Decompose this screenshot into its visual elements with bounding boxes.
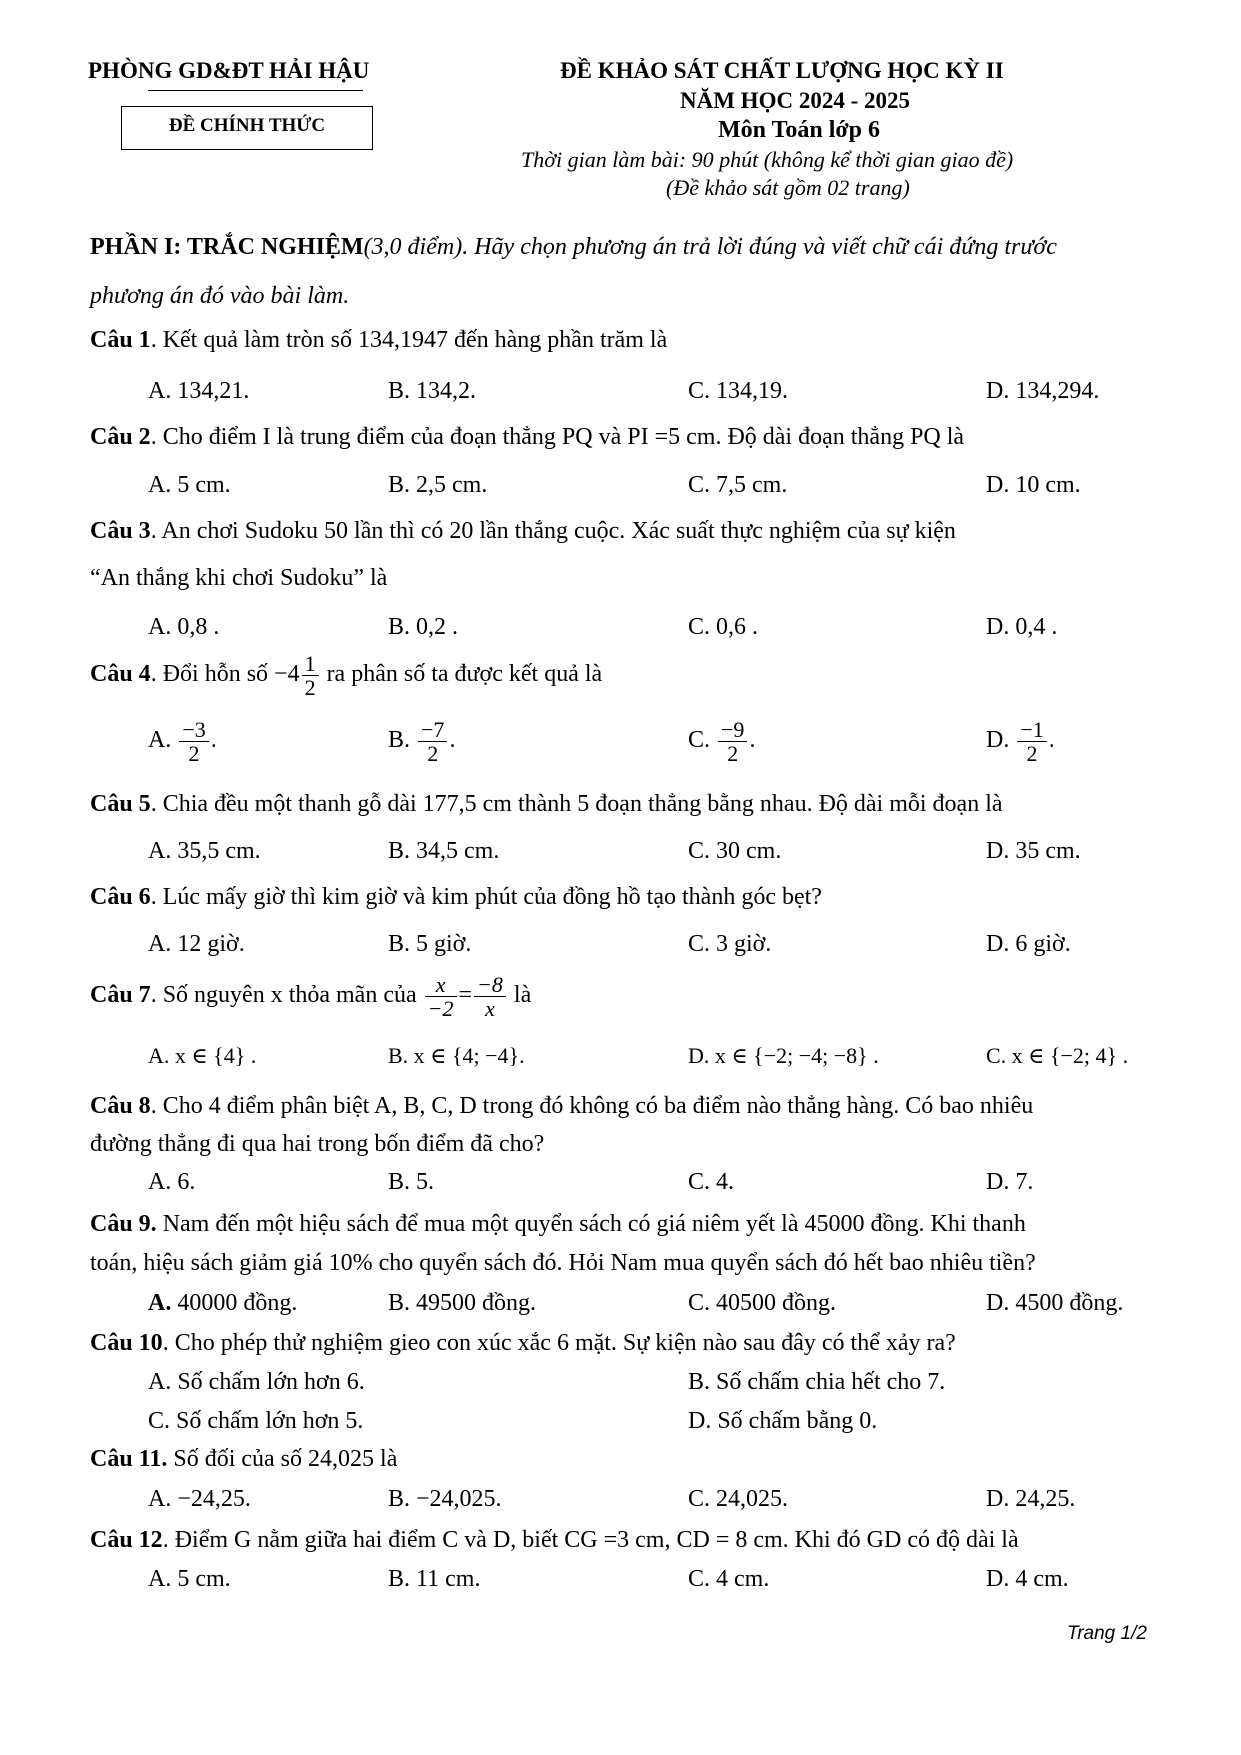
question-text: . Lúc mấy giờ thì kim giờ và kim phút của đồng hồ tạo thành góc bẹt? <box>150 884 822 910</box>
q1-option-c: C. 134,19. <box>688 378 789 404</box>
q10-option-a: A. Số chấm lớn hơn 6. <box>148 1369 365 1395</box>
q3-option-d: D. 0,4 . <box>986 614 1058 640</box>
question-label: Câu 4 <box>90 661 151 688</box>
q2-option-d: D. 10 cm. <box>986 472 1081 498</box>
option-fraction <box>718 718 747 765</box>
q8-option-b: B. 5. <box>388 1169 435 1195</box>
question-7 <box>90 973 531 1020</box>
question-text: . Điểm G nằm giữa hai điểm C và D, biết CG =3 cm, CD = 8 cm. Khi đó GD có độ dài là <box>162 1527 1019 1553</box>
fraction-numerator: −8 <box>474 973 506 997</box>
fraction-denominator: 2 <box>427 741 439 767</box>
question-label: Câu 2 <box>90 424 151 450</box>
q8-option-d: D. 7. <box>986 1169 1034 1195</box>
q1-option-a: A. 134,21. <box>148 378 250 404</box>
header-underline <box>148 90 363 91</box>
question-text-end: ra phân số ta được kết quả là <box>320 661 603 688</box>
q3-option-c: C. 0,6 . <box>688 614 759 640</box>
fraction-numerator: 1 <box>302 652 319 676</box>
q3-option-b: B. 0,2 . <box>388 614 459 640</box>
fraction-numerator: −1 <box>1017 718 1046 742</box>
mixed-fraction <box>302 652 319 699</box>
q7-option-d: C. x ∈ {−2; 4} . <box>986 1043 1129 1068</box>
q10-option-c: C. Số chấm lớn hơn 5. <box>148 1408 364 1434</box>
school-year: NĂM HỌC 2024 - 2025 <box>680 88 910 113</box>
q11-option-d: D. 24,25. <box>986 1486 1076 1512</box>
option-fraction <box>418 718 447 765</box>
equation-fraction-left <box>425 973 457 1020</box>
q10-option-b: B. Số chấm chia hết cho 7. <box>688 1369 946 1395</box>
q12-option-d: D. 4 cm. <box>986 1566 1069 1592</box>
page-count: (Đề khảo sát gồm 02 trang) <box>666 175 910 200</box>
option-letter: D. <box>986 727 1010 754</box>
fraction-denominator: 2 <box>188 741 200 767</box>
q1-option-d: D. 134,294. <box>986 378 1100 404</box>
question-9-cont: toán, hiệu sách giảm giá 10% cho quyển sách đó. Hỏi Nam mua quyển sách đó hết bao nhiêu tiền? <box>90 1250 1036 1276</box>
question-text: . Cho 4 điểm phân biệt A, B, C, D trong đó không có ba điểm nào thẳng hàng. Có bao nhiêu <box>150 1093 1034 1119</box>
q12-option-c: C. 4 cm. <box>688 1566 770 1592</box>
part1-instruction-cont: phương án đó vào bài làm. <box>90 283 350 309</box>
q10-option-d: D. Số chấm bằng 0. <box>688 1408 878 1434</box>
q11-option-c: C. 24,025. <box>688 1486 789 1512</box>
fraction-numerator: −9 <box>718 718 747 742</box>
question-5 <box>90 791 1003 818</box>
exam-title: ĐỀ KHẢO SÁT CHẤT LƯỢNG HỌC KỲ II <box>560 58 1004 83</box>
option-letter: C. <box>688 727 711 754</box>
q6-option-c: C. 3 giờ. <box>688 931 772 957</box>
option-letter: A. <box>148 727 172 754</box>
question-3-cont: “An thắng khi chơi Sudoku” là <box>90 565 388 591</box>
fraction-denominator: 2 <box>1026 741 1038 767</box>
q9-option-a <box>148 1290 297 1317</box>
q12-option-a: A. 5 cm. <box>148 1566 231 1592</box>
q2-option-b: B. 2,5 cm. <box>388 472 488 498</box>
q5-option-d: D. 35 cm. <box>986 838 1081 864</box>
part1-instruction: Hãy chọn phương án trả lời đúng và viết chữ cái đứng trước <box>468 234 1057 260</box>
exam-time: Thời gian làm bài: 90 phút (không kể thời gian giao đề) <box>521 147 1014 172</box>
fraction-denominator: −2 <box>427 996 454 1022</box>
question-text: . Kết quả làm tròn số 134,1947 đến hàng phần trăm là <box>150 327 668 353</box>
q7-option-b: B. x ∈ {4; −4}. <box>388 1043 525 1068</box>
question-text: Số đối của số 24,025 là <box>167 1446 398 1472</box>
q8-option-a: A. 6. <box>148 1169 196 1195</box>
question-label: Câu 5 <box>90 791 151 817</box>
equals-sign: = <box>458 982 473 1009</box>
question-text: . Cho điểm I là trung điểm của đoạn thẳng PQ và PI =5 cm. Độ dài đoạn thẳng PQ là <box>150 424 965 450</box>
q6-option-b: B. 5 giờ. <box>388 931 472 957</box>
q4-option-b: B. $\frac{-7}{2}$ . <box>388 717 456 767</box>
question-label: Câu 11. <box>90 1446 168 1472</box>
question-text: . Chia đều một thanh gỗ dài 177,5 cm thành 5 đoạn thẳng bằng nhau. Độ dài mỗi đoạn là <box>150 791 1003 817</box>
option-letter: A. <box>148 1290 172 1316</box>
q11-option-a: A. −24,25. <box>148 1486 251 1512</box>
q4-option-c: C. $\frac{-9}{2}$ . <box>688 717 756 767</box>
q3-option-a: A. 0,8 . <box>148 614 220 640</box>
q2-option-a: A. 5 cm. <box>148 472 231 498</box>
question-text: . Đổi hỗn số −4 <box>150 661 300 688</box>
question-4 <box>90 652 602 699</box>
q11-option-b: B. −24,025. <box>388 1486 502 1512</box>
question-8-cont: đường thẳng đi qua hai trong bốn điểm đã cho? <box>90 1131 545 1157</box>
option-fraction <box>179 718 208 765</box>
subject: Môn Toán lớp 6 <box>718 117 881 143</box>
q9-option-d: D. 4500 đồng. <box>986 1290 1124 1316</box>
part1-heading <box>90 234 1057 261</box>
q8-option-c: C. 4. <box>688 1169 735 1195</box>
q12-option-b: B. 11 cm. <box>388 1566 481 1592</box>
option-letter: B. <box>388 727 411 754</box>
question-text-end: là <box>507 982 532 1009</box>
q5-option-c: C. 30 cm. <box>688 838 782 864</box>
q6-option-a: A. 12 giờ. <box>148 931 245 957</box>
question-text: . Cho phép thử nghiệm gieo con xúc xắc 6 mặt. Sự kiện nào sau đây có thể xảy ra? <box>162 1330 956 1356</box>
equation-fraction-right <box>474 973 506 1020</box>
fraction-denominator: 2 <box>304 675 316 701</box>
question-label: Câu 7 <box>90 982 151 1009</box>
question-label: Câu 8 <box>90 1093 151 1119</box>
option-fraction <box>1017 718 1046 765</box>
question-label: Câu 6 <box>90 884 151 910</box>
q7-option-c: D. x ∈ {−2; −4; −8} . <box>688 1043 879 1068</box>
question-10 <box>90 1330 956 1357</box>
q5-option-b: B. 34,5 cm. <box>388 838 500 864</box>
q5-option-a: A. 35,5 cm. <box>148 838 261 864</box>
q9-option-b: B. 49500 đồng. <box>388 1290 537 1316</box>
question-3 <box>90 518 956 545</box>
fraction-denominator: 2 <box>727 741 739 767</box>
q1-option-b: B. 134,2. <box>388 378 477 404</box>
part1-title: PHẦN I: TRẮC NGHIỆM <box>90 234 364 260</box>
option-text: 40000 đồng. <box>171 1290 298 1316</box>
q2-option-c: C. 7,5 cm. <box>688 472 788 498</box>
question-2 <box>90 424 964 451</box>
fraction-numerator: −3 <box>179 718 208 742</box>
question-label: Câu 12 <box>90 1527 163 1553</box>
q6-option-d: D. 6 giờ. <box>986 931 1071 957</box>
question-label: Câu 10 <box>90 1330 163 1356</box>
question-text: . Số nguyên x thỏa mãn của <box>150 982 423 1009</box>
question-text: . An chơi Sudoku 50 lần thì có 20 lần thắng cuộc. Xác suất thực nghiệm của sự kiện <box>150 518 956 544</box>
department-name: PHÒNG GD&ĐT HẢI HẬU <box>88 58 370 83</box>
fraction-numerator: x <box>425 973 457 997</box>
official-stamp-box <box>121 106 373 150</box>
question-12 <box>90 1527 1019 1554</box>
question-label: Câu 9. <box>90 1211 157 1237</box>
official-label: ĐỀ CHÍNH THỨC <box>168 115 326 136</box>
question-9 <box>90 1211 1026 1238</box>
fraction-numerator: −7 <box>418 718 447 742</box>
question-label: Câu 3 <box>90 518 151 544</box>
question-11 <box>90 1446 397 1473</box>
question-1 <box>90 327 667 354</box>
question-6 <box>90 884 822 911</box>
q7-option-a: A. x ∈ {4} . <box>148 1043 257 1068</box>
part1-points: (3,0 điểm). <box>363 234 469 260</box>
page-number: Trang 1/2 <box>1067 1623 1147 1644</box>
question-text: Nam đến một hiệu sách để mua một quyển sách có giá niêm yết là 45000 đồng. Khi thanh <box>156 1211 1026 1237</box>
q9-option-c: C. 40500 đồng. <box>688 1290 837 1316</box>
q4-option-d: D. $\frac{-1}{2}$ . <box>986 717 1055 767</box>
question-label: Câu 1 <box>90 327 151 353</box>
fraction-denominator: x <box>485 996 495 1022</box>
q4-option-a: A. $\frac{-3}{2}$ . <box>148 717 217 767</box>
question-8 <box>90 1093 1033 1120</box>
